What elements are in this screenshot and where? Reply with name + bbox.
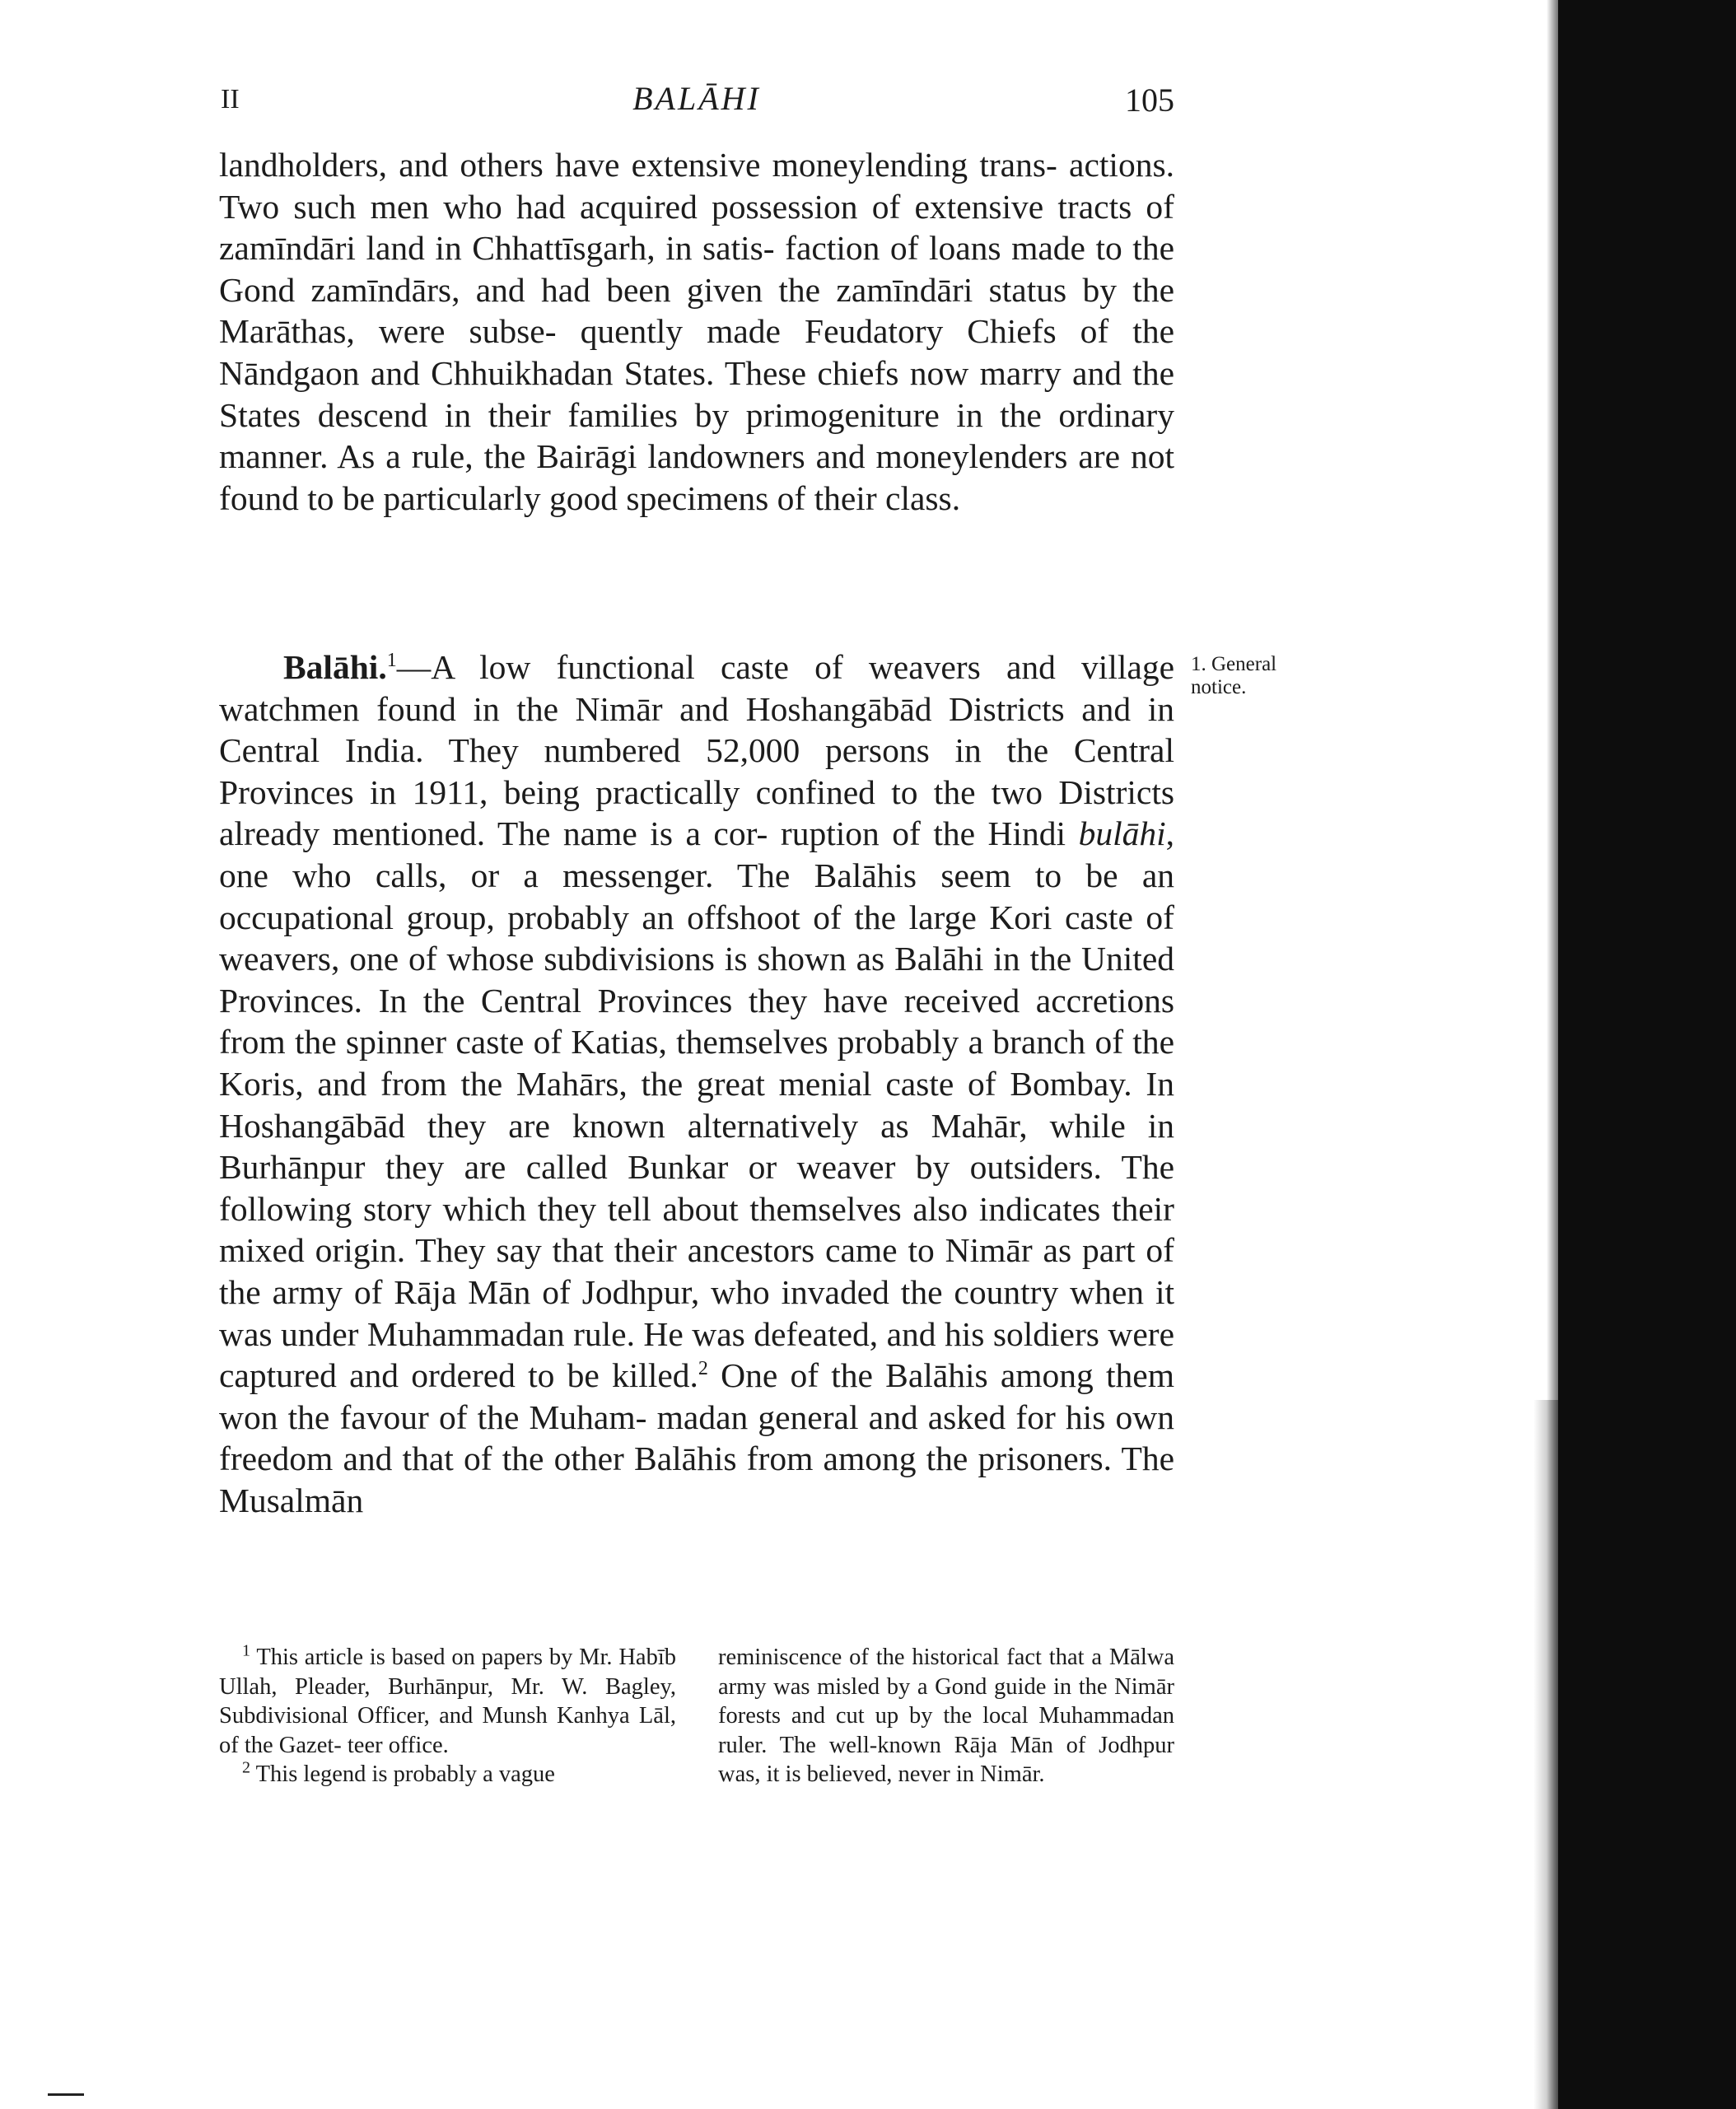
margin-note-line-1: 1. General <box>1191 653 1277 675</box>
running-title: BALĀHI <box>632 80 761 117</box>
entry-heading: Balāhi. <box>283 648 387 686</box>
footnote-column-left <box>219 1643 676 1789</box>
paragraph-continued: landholders, and others have extensive moneylending trans- actions. Two such men who had acquired possession of extensive tracts of zamīndāri land in Chhattīsgarh, in satis- faction of loans made to the Gond zamīndārs, and had been given the zamīndāri status by the Marāthas, were subse- quently made Feudatory Chiefs of the Nāndgaon and Chhuikhadan States. These chiefs now marry and the States descend in their families by primogeniture in the ordinary manner. As a rule, the Bairāgi landowners and moneylenders are not found to be particularly good specimens of their class. <box>219 146 1174 517</box>
scan-mark <box>48 2093 84 2096</box>
scan-edge-shadow <box>1558 0 1736 2109</box>
page-number: 105 <box>1125 82 1174 119</box>
margin-note <box>1191 653 1323 699</box>
running-head <box>219 79 1174 128</box>
footnote-2 <box>219 1760 676 1789</box>
entry-text-part-a: —A low functional caste of weavers and village watchmen found in the Nimār and Hoshangābād Districts and in Central India. They numbered 52,000 persons in the Central Provinces in 1911, being practically confined to the two Districts already mentioned. The name is a cor- ruption of the Hindi <box>219 648 1174 853</box>
entry-paragraph <box>219 646 1174 1521</box>
footnote-2-mark: 2 <box>242 1758 250 1777</box>
footnote-ref-1: 1 <box>386 650 397 672</box>
entry-text-part-b: , one who calls, or a messenger. The Balāhis seem to be an occupational group, probably an offshoot of the large Kori caste of weavers, one of whose subdivisions is shown as Balāhi in the United Provinces. In the Central Provinces they have received accretions from the spinner caste of Katias, themselves probably a branch of the Koris, and from the Mahārs, the great menial caste of Bombay. In Hoshangābād they are known alternatively as Mahār, while in Burhānpur they are called Bunkar or weaver by outsiders. The following story which they tell about themselves also indicates their mixed origin. They say that their ancestors came to Nimār as part of the army of Rāja Mān of Jodhpur, who invaded the country when it was under Muhammadan rule. He was defeated, and his soldiers were captured and ordered to be killed. <box>219 814 1174 1395</box>
footnote-ref-2: 2 <box>698 1358 708 1380</box>
footnote-1-text: This article is based on papers by Mr. Habīb Ullah, Pleader, Burhānpur, Mr. W. Bagley, Subdivisional Officer, and Munsh Kanhya Lāl, of the Gazet- teer office. <box>219 1645 676 1758</box>
footnote-2-text: This legend is probably a vague <box>255 1761 555 1787</box>
footnote-1-mark: 1 <box>242 1641 250 1660</box>
footnote-2-continued: reminiscence of the historical fact that a Mālwa army was misled by a Gond guide in the Nimār forests and cut up by the local Muhammadan ruler. The well-known Rāja Mān of Jodhpur was, it is believed, never in Nimār. <box>718 1645 1174 1787</box>
footnote-column-right <box>718 1643 1174 1789</box>
footnote-1 <box>219 1643 676 1760</box>
entry-italic-term: bulāhi <box>1078 814 1166 853</box>
chapter-number: II <box>221 84 240 114</box>
margin-note-line-2: notice. <box>1191 676 1247 698</box>
entry-text-part-c: One of the Balāhis among them won the favour of the Muham- madan general and asked for his own freedom and that of the other Balāhis from among the prisoners. The Musalmān <box>219 1356 1174 1519</box>
